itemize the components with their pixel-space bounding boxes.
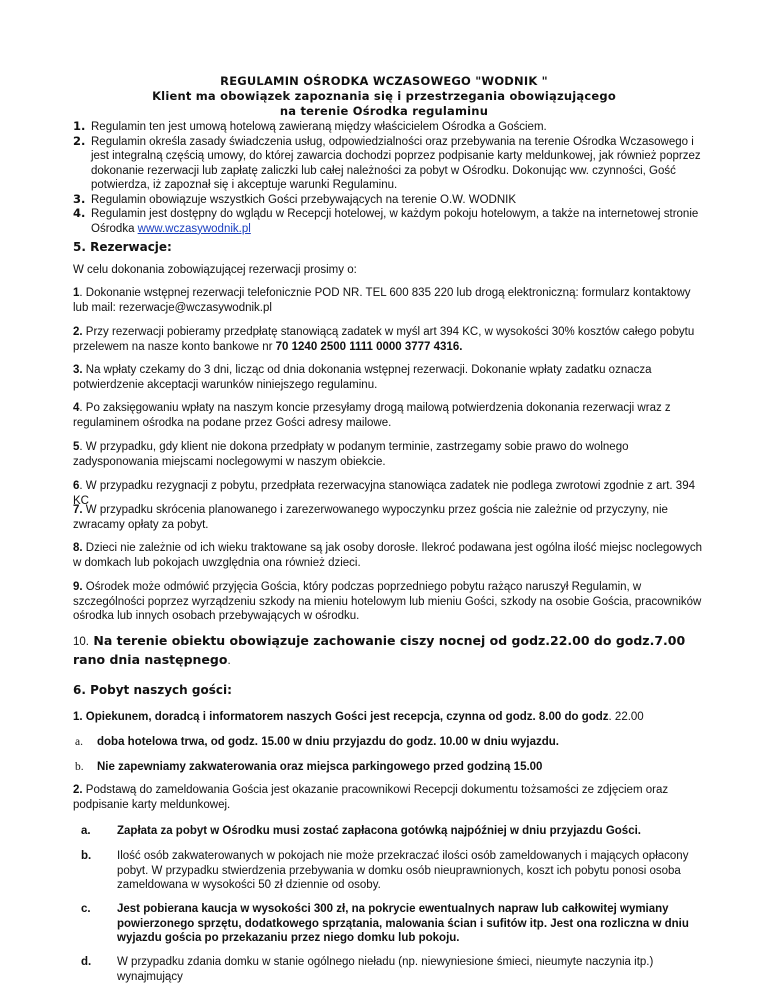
intro-list [73,120,713,236]
reservation-point-4: 4. Po zaksięgowaniu wpłaty na naszym koncie przesyłamy drogą mailową potwierdzenia dokonania rezerwacji wraz z regulaminem ośrodka na podane przez Gości adresy mailowe. [73,402,671,429]
reservation-point-9: 9. Ośrodek może odmówić przyjęcia Gościa, który podczas poprzedniego pobytu rażąco naruszył Regulamin, w szczególności poprzez wyrządzeniu szkody na mieniu hotelowym lub mieniu Gości, szkody na osobie Gościa, pracowników ośrodka lub innych osobach przebywających w ośrodku. [73,581,702,622]
stay-point-2: 2. Podstawą do zameldowania Gościa jest okazanie pracownikowi Recepcji dokumentu tożsamości ze zdjęciem oraz podpisanie karty meldunkowej. [73,784,669,811]
stay-item-a: a. Zapłata za pobyt w Ośrodku musi zostać zapłacona gotówką najpóźniej w dniu przyjazdu Gości. [81,825,641,837]
stay-subpoint-b: b. Nie zapewniamy zakwaterowania oraz miejsca parkingowego przed godziną 15.00 [75,761,543,773]
reservation-point-3: 3. Na wpłaty czekamy do 3 dni, licząc od dnia dokonania wstępnej rezerwacji. Dokonanie wpłaty zadatku oznacza potwierdzenie akceptacji warunków niniejszego regulaminu. [73,364,652,391]
reservation-point-2: 2. Przy rezerwacji pobieramy przedpłatę stanowiącą zadatek w myśl art 394 KC, w wysokości 30% kosztów całego pobytu przelewem na nasze konto bankowe nr 70 1240 2500 1111 0000 3777 4316. [73,326,695,353]
reservation-point-5: 5. W przypadku, gdy klient nie dokona przedpłaty w podanym terminie, zastrzegamy sobie prawo do wolnego zadysponowania miejscami noclegowymi w naszym obiekcie. [73,441,629,468]
stay-item-c: c. Jest pobierana kaucja w wysokości 300 zł, na pokrycie ewentualnych napraw lub całkowitej wymiany powierzonego sprzętu, dodatkowego sprzątania, malowania ścian i sufitów itp. Jest ona rozliczna w dniu wyjazdu gościa po przekazaniu przez niego domku lub pokoju. [81,903,689,944]
document-subtitle-line1: Klient ma obowiązek zapoznania się i przestrzegania obowiązującego [152,89,616,103]
reservation-point-6: 6. W przypadku rezygnacji z pobytu, przedpłata rezerwacyjna stanowiąca zadatek nie podlega zwrotowi zgodnie z art. 394 KC [73,480,695,507]
document-title: REGULAMIN OŚRODKA WCZASOWEGO "WODNIK " [220,74,548,88]
stay-item-b: b. Ilość osób zakwaterowanych w pokojach nie może przekraczać ilości osób zameldowanych i mających opłacony pobyt. W przypadku stwierdzenia przebywania w domku osób nieuprawnionych, koszt ich pobytu ponosi osoba zameldowana w wysokości 50 zł dziennie od osoby. [81,850,689,891]
section-5-heading: 5. Rezerwacje: [73,240,172,254]
reservation-intro: W celu dokonania zobowiązującej rezerwacji prosimy o: [73,264,357,276]
intro-item: 1. Regulamin ten jest umową hotelową zawieraną między właścicielem Ośrodka a Gościem. [73,119,547,133]
reservation-point-1: 1. Dokonanie wstępnej rezerwacji telefonicznie POD NR. TEL 600 835 220 lub drogą elektroniczną: formularz kontaktowy lub mail: rezerwacje@wczasywodnik.pl [73,287,691,314]
quiet-hours-notice: 10. Na terenie obiektu obowiązuje zachowanie ciszy nocnej od godz.22.00 do godz.7.00 rano dnia następnego. [73,633,686,667]
stay-subpoint-a: a. doba hotelowa trwa, od godz. 15.00 w dniu przyjazdu do godz. 10.00 w dniu wyjazdu. [75,736,559,748]
intro-item: 4. Regulamin jest dostępny do wglądu w Recepcji hotelowej, w każdym pokoju hotelowym, a także na internetowej stronie Ośrodka www.wczasywodnik.pl [73,206,699,235]
website-link[interactable]: www.wczasywodnik.pl [137,222,251,235]
intro-item: 3. Regulamin obowiązuje wszystkich Gości przebywających na terenie O.W. WODNIK [73,191,517,206]
stay-point-1: 1. Opiekunem, doradcą i informatorem naszych Gości jest recepcja, czynna od godz. 8.00 do godz. 22.00 [73,711,644,723]
reservation-point-8: 8. Dzieci nie zależnie od ich wieku traktowane są jak osoby dorosłe. Ilekroć podawana jest ogólna ilość miejsc noclegowych w domkach lub pokojach uwzględnia ona również dzieci. [73,542,702,569]
stay-item-d: d. W przypadku zdania domku w stanie ogólnego nieładu (np. niewyniesione śmieci, nieumyte naczynia itp.) wynajmujący [81,956,654,983]
intro-item: 2. Regulamin określa zasady świadczenia usług, odpowiedzialności oraz przebywania na terenie Ośrodka Wczasowego i jest integralną częścią umowy, do której zawarcia dochodzi poprzez podpisanie karty meldunkowej, jak również poprzez dokonanie rezerwacji lub zapłatę zaliczki lub całej należności za pobyt w Ośrodku. Dokonując ww. czynności, Gość potwierdza, iż zapoznał się i akceptuje warunki Regulaminu. [73,133,701,191]
document-subtitle-line2: na terenie Ośrodka regulaminu [279,104,489,118]
section-6-heading: 6. Pobyt naszych gości: [73,683,232,697]
reservation-point-7: 7. W przypadku skrócenia planowanego i zarezerwowanego wypoczynku przez gościa nie zależnie od przyczyny, nie zwracamy opłaty za pobyt. [73,504,668,531]
